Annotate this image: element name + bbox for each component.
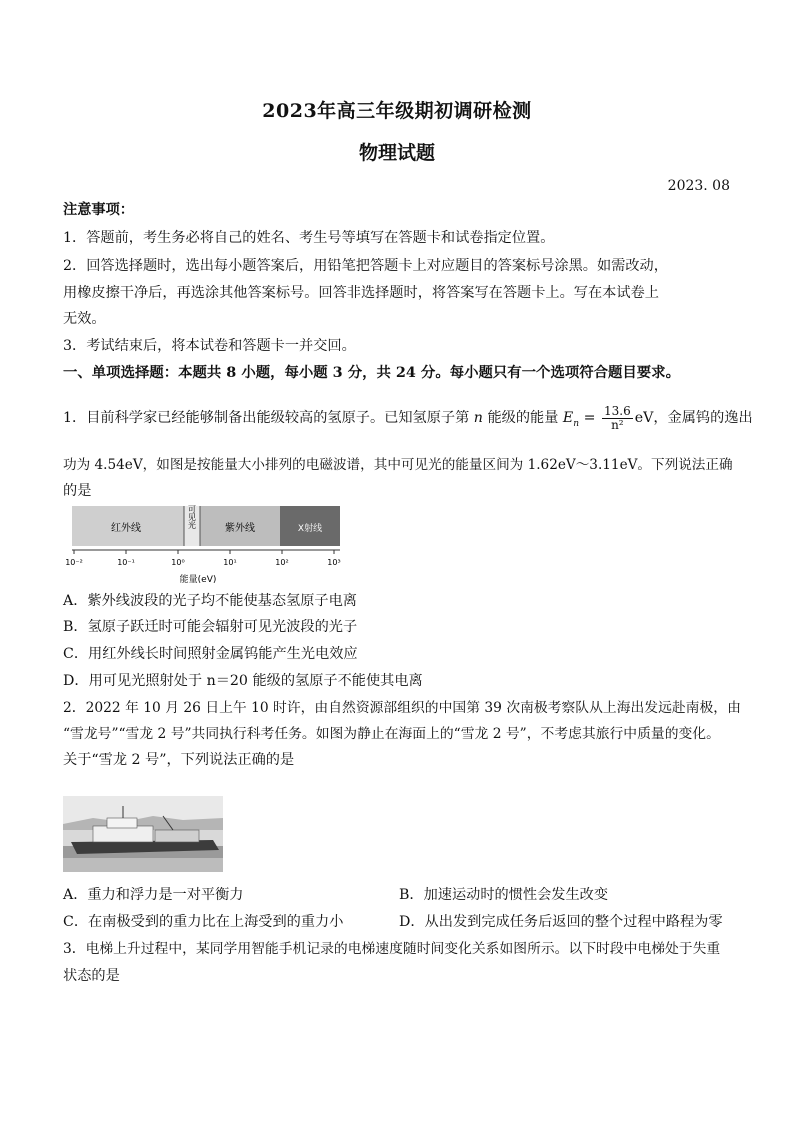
q3-line-1: 3．电梯上升过程中，某同学用智能手机记录的电梯速度随时间变化关系如图所示。以下时段中电梯处于失重: [63, 941, 721, 957]
q1-line-3: 的是: [63, 483, 92, 499]
q2-option-c[interactable]: C．在南极受到的重力比在上海受到的重力小: [63, 914, 344, 930]
q2-line-2: “雪龙号”“雪龙 2 号”共同执行科考任务。如图为静止在海面上的“雪龙 2 号”，不考虑其旅行中质量的变化。: [63, 726, 720, 742]
q1-option-c[interactable]: C．用红外线长时间照射金属钨能产生光电效应: [63, 646, 358, 662]
notice-item-2-line-3: 无效。: [63, 311, 106, 327]
spectrum-tick-label: 10¹: [223, 558, 237, 567]
q1-option-a[interactable]: A．紫外线波段的光子均不能使基态氢原子电离: [63, 593, 357, 609]
em-spectrum-figure: [65, 505, 368, 588]
notice-heading: 注意事项：: [63, 202, 134, 218]
notice-item-1: 1．答题前，考生务必将自己的姓名、考生号等填写在答题卡和试卷指定位置。: [63, 230, 555, 246]
q2-line-1: 2．2022 年 10 月 26 日上午 10 时许，由自然资源部组织的中国第 39 次南极考察队从上海出发远赴南极，由: [63, 700, 741, 716]
spectrum-tick-label: 10⁰: [171, 558, 185, 567]
q2-option-a[interactable]: A．重力和浮力是一对平衡力: [63, 887, 244, 903]
section1-heading: 一、单项选择题：本题共 8 小题，每小题 3 分，共 24 分。每小题只有一个选项符合题目要求。: [63, 364, 680, 381]
notice-item-2-line-1: 2．回答选择题时，选出每小题答案后，用铅笔把答题卡上对应题目的答案标号涂黑。如需改动，: [63, 258, 668, 274]
spectrum-tick-label: 10²: [275, 558, 289, 567]
energy-fraction: $\frac{13.6}{\text{n²}}$: [603, 403, 631, 432]
q2-line-3: 关于“雪龙 2 号”，下列说法正确的是: [63, 752, 295, 768]
exam-title: 2023年高三年级期初调研检测: [262, 100, 532, 122]
subject-title: 物理试题: [358, 142, 435, 164]
notice-item-2-line-2: 用橡皮擦干净后，再选涂其他答案标号。回答非选择题时，将答案写在答题卡上。写在本试卷上: [63, 285, 659, 301]
spectrum-tick-label: 10⁻²: [65, 558, 83, 567]
spectrum-axis-label: 能量(eV): [179, 575, 217, 585]
spectrum-tick-label: 10³: [327, 558, 341, 567]
spectrum-ticks: [65, 550, 341, 567]
q1-option-b[interactable]: B．氢原子跃迁时可能会辐射可见光波段的光子: [63, 619, 358, 635]
q3-line-2: 状态的是: [63, 968, 120, 984]
exam-date: 2023. 08: [667, 178, 730, 194]
spectrum-tick-label: 10⁻¹: [117, 558, 135, 567]
band-label-xray: X射线: [297, 524, 323, 534]
band-label-visible: 可见光: [187, 505, 197, 529]
band-label-ultraviolet: 紫外线: [225, 523, 255, 534]
band-label-infrared: 红外线: [111, 523, 141, 534]
notice-item-3: 3．考试结束后，将本试卷和答题卡一并交回。: [63, 338, 356, 354]
q1-option-d[interactable]: D．用可见光照射处于 n＝20 能级的氢原子不能使其电离: [63, 673, 423, 689]
q1-line-2: 功为 4.54eV，如图是按能量大小排列的电磁波谱，其中可见光的能量区间为 1.62eV～3.11eV。下列说法正确: [63, 457, 733, 473]
q1-line-1: 1．目前科学家已经能够制备出能级较高的氢原子。已知氢原子第 n 能级的能量 $E_n$ = $\frac{13.6}{\text{n²}}$ eV，金属钨的逸出: [63, 403, 753, 432]
ship-photo: [63, 796, 223, 872]
q2-option-d[interactable]: D．从出发到完成任务后返回的整个过程中路程为零: [399, 914, 723, 930]
q2-option-b[interactable]: B．加速运动时的惯性会发生改变: [399, 887, 609, 903]
